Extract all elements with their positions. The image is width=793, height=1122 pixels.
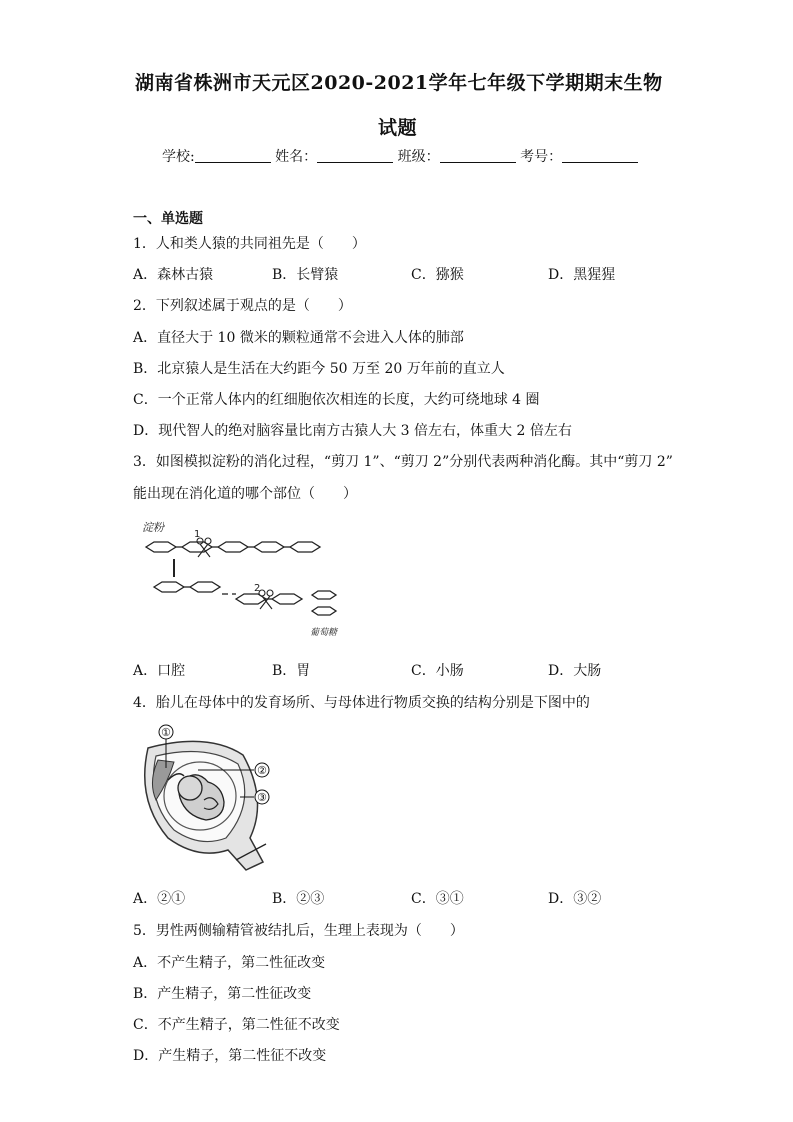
starch-label: 淀粉 [142, 521, 164, 534]
q3-option-b[interactable]: B．胃 [272, 663, 311, 679]
q5-option-a[interactable]: A．不产生精子，第二性征改变 [133, 955, 326, 971]
question-3-stem: 3．如图模拟淀粉的消化过程，“剪刀 1”、“剪刀 2”分别代表两种消化酶。其中“剪刀 2” [133, 454, 673, 470]
q4-option-d[interactable]: D．③② [548, 891, 602, 907]
page-title: 湖南省株洲市天元区2020-2021学年七年级下学期期末生物 [135, 72, 663, 94]
q2-option-d[interactable]: D．现代智人的绝对脑容量比南方古猿人大 3 倍左右，体重大 2 倍左右 [133, 423, 572, 439]
q4-option-c[interactable]: C．③① [411, 891, 464, 907]
number-label: 考号： [520, 149, 563, 165]
scissor-1-icon [197, 538, 211, 557]
q1-option-d[interactable]: D．黑猩猩 [548, 267, 616, 283]
starch-chain-bottom [154, 582, 336, 615]
svg-text:①: ① [161, 726, 171, 739]
q3-option-c[interactable]: C．小肠 [411, 663, 464, 679]
q1-option-a[interactable]: A．森林古猿 [133, 267, 214, 283]
q5-option-c[interactable]: C．不产生精子，第二性征不改变 [133, 1017, 340, 1033]
school-label: 学校: [162, 149, 195, 165]
name-label: 姓名： [275, 149, 318, 165]
question-4-stem: 4．胎儿在母体中的发育场所、与母体进行物质交换的结构分别是下图中的 [133, 695, 590, 711]
fetus-head [178, 776, 202, 800]
name-blank[interactable] [317, 148, 393, 163]
q2-option-b[interactable]: B．北京猿人是生活在大约距今 50 万至 20 万年前的直立人 [133, 361, 505, 377]
class-blank[interactable] [440, 148, 516, 163]
section-heading: 一、单选题 [133, 211, 203, 227]
q5-option-d[interactable]: D．产生精子，第二性征不改变 [133, 1048, 327, 1064]
question-3-stem-line2: 能出现在消化道的哪个部位（ ） [133, 486, 357, 502]
q2-option-c[interactable]: C．一个正常人体内的红细胞依次相连的长度，大约可绕地球 4 圈 [133, 392, 540, 408]
page-title-line2: 试题 [378, 117, 418, 139]
q1-option-b[interactable]: B．长臂猿 [272, 267, 339, 283]
q2-option-a[interactable]: A．直径大于 10 微米的颗粒通常不会进入人体的肺部 [133, 330, 464, 346]
product-label: 葡萄糖 [310, 628, 338, 638]
number-blank[interactable] [562, 148, 638, 163]
question-2-stem: 2．下列叙述属于观点的是（ ） [133, 298, 352, 314]
starch-chain-top [146, 542, 320, 552]
fetus-uterus-figure [128, 720, 278, 875]
q3-option-d[interactable]: D．大肠 [548, 663, 602, 679]
q5-option-b[interactable]: B．产生精子，第二性征改变 [133, 986, 312, 1002]
q1-option-c[interactable]: C．猕猴 [411, 267, 464, 283]
scissor-1-label: 1 [194, 529, 201, 540]
school-blank[interactable] [195, 148, 271, 163]
svg-text:③: ③ [257, 791, 267, 804]
q4-option-a[interactable]: A．②① [133, 891, 186, 907]
svg-text:②: ② [257, 764, 267, 777]
q4-option-b[interactable]: B．②③ [272, 891, 325, 907]
starch-digestion-figure [140, 515, 350, 645]
q3-option-a[interactable]: A．口腔 [133, 663, 186, 679]
question-5-stem: 5．男性两侧输精管被结扎后，生理上表现为（ ） [133, 923, 464, 939]
class-label: 班级： [397, 149, 440, 165]
question-1-stem: 1．人和类人猿的共同祖先是（ ） [133, 236, 366, 252]
scissor-2-label: 2 [254, 583, 261, 594]
student-info-line [162, 146, 638, 166]
